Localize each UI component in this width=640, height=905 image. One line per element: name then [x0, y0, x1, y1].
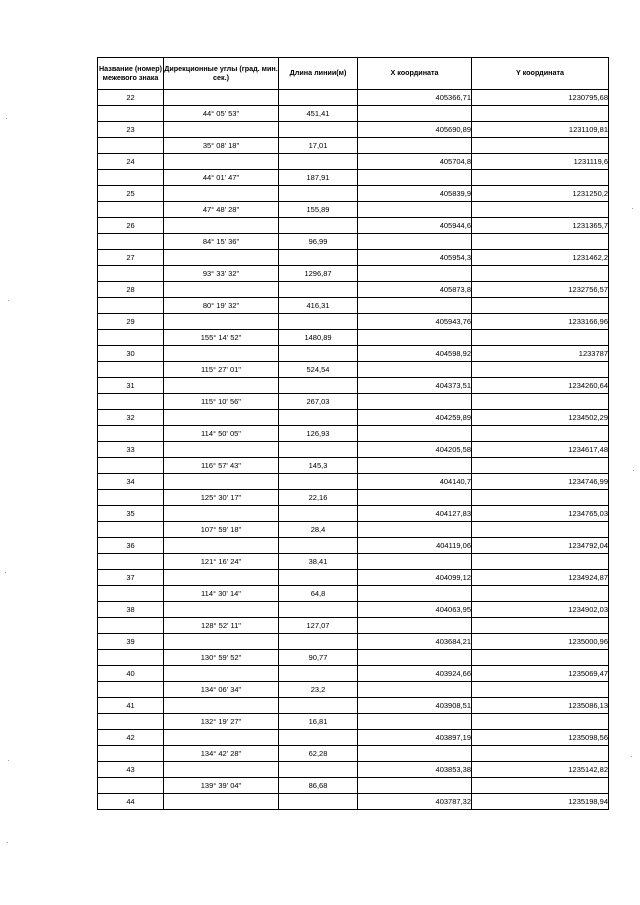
empty-cell [472, 138, 609, 154]
point-name: 33 [98, 442, 164, 458]
empty-cell [279, 730, 358, 746]
empty-cell [279, 666, 358, 682]
point-name: 32 [98, 410, 164, 426]
x-coordinate: 403924,66 [358, 666, 472, 682]
empty-cell [164, 474, 279, 490]
empty-cell [164, 250, 279, 266]
empty-cell [279, 506, 358, 522]
empty-cell [358, 682, 472, 698]
direction-angle: 139° 39' 04" [164, 778, 279, 794]
empty-cell [358, 298, 472, 314]
point-name: 28 [98, 282, 164, 298]
empty-cell [98, 362, 164, 378]
line-length: 524,54 [279, 362, 358, 378]
table-body [98, 90, 609, 810]
empty-cell [358, 746, 472, 762]
empty-cell [164, 794, 279, 810]
empty-cell [98, 682, 164, 698]
y-coordinate: 1231250,2 [472, 186, 609, 202]
empty-cell [279, 442, 358, 458]
empty-cell [164, 186, 279, 202]
x-coordinate: 404063,95 [358, 602, 472, 618]
y-coordinate: 1235142,82 [472, 762, 609, 778]
empty-cell [472, 298, 609, 314]
x-coordinate: 405839,9 [358, 186, 472, 202]
x-coordinate: 405944,6 [358, 218, 472, 234]
y-coordinate: 1235086,13 [472, 698, 609, 714]
x-coordinate: 404373,51 [358, 378, 472, 394]
line-length: 96,99 [279, 234, 358, 250]
point-row [98, 698, 609, 714]
line-length: 187,91 [279, 170, 358, 186]
empty-cell [164, 282, 279, 298]
empty-cell [98, 490, 164, 506]
direction-angle: 47° 48' 28" [164, 202, 279, 218]
direction-angle: 80° 19' 32" [164, 298, 279, 314]
y-coordinate: 1235198,94 [472, 794, 609, 810]
y-coordinate: 1234502,29 [472, 410, 609, 426]
line-length: 1296,87 [279, 266, 358, 282]
point-name: 43 [98, 762, 164, 778]
y-coordinate: 1231119,6 [472, 154, 609, 170]
point-row [98, 666, 609, 682]
empty-cell [279, 698, 358, 714]
point-name: 38 [98, 602, 164, 618]
empty-cell [279, 570, 358, 586]
line-length: 17,01 [279, 138, 358, 154]
empty-cell [98, 650, 164, 666]
x-coordinate: 403853,38 [358, 762, 472, 778]
empty-cell [164, 762, 279, 778]
y-coordinate: 1231462,2 [472, 250, 609, 266]
empty-cell [358, 266, 472, 282]
segment-row [98, 330, 609, 346]
point-row [98, 762, 609, 778]
empty-cell [358, 202, 472, 218]
segment-row [98, 458, 609, 474]
empty-cell [164, 314, 279, 330]
empty-cell [164, 538, 279, 554]
point-row [98, 474, 609, 490]
segment-row [98, 682, 609, 698]
y-coordinate: 1234902,03 [472, 602, 609, 618]
point-name: 22 [98, 90, 164, 106]
empty-cell [98, 746, 164, 762]
empty-cell [472, 394, 609, 410]
y-coordinate: 1234765,03 [472, 506, 609, 522]
x-coordinate: 405704,8 [358, 154, 472, 170]
segment-row [98, 138, 609, 154]
point-row [98, 506, 609, 522]
line-length: 1480,89 [279, 330, 358, 346]
empty-cell [164, 442, 279, 458]
point-name: 25 [98, 186, 164, 202]
direction-angle: 35° 08' 18" [164, 138, 279, 154]
direction-angle: 93° 33' 32" [164, 266, 279, 282]
segment-row [98, 394, 609, 410]
segment-row [98, 778, 609, 794]
point-name: 23 [98, 122, 164, 138]
direction-angle: 44° 05' 53" [164, 106, 279, 122]
empty-cell [98, 234, 164, 250]
point-name: 37 [98, 570, 164, 586]
point-name: 29 [98, 314, 164, 330]
line-length: 145,3 [279, 458, 358, 474]
x-coordinate: 404099,12 [358, 570, 472, 586]
empty-cell [98, 458, 164, 474]
x-coordinate: 403684,21 [358, 634, 472, 650]
empty-cell [472, 714, 609, 730]
direction-angle: 44° 01' 47" [164, 170, 279, 186]
line-length: 127,07 [279, 618, 358, 634]
empty-cell [98, 778, 164, 794]
line-length: 90,77 [279, 650, 358, 666]
empty-cell [279, 602, 358, 618]
point-row [98, 186, 609, 202]
empty-cell [164, 602, 279, 618]
point-name: 36 [98, 538, 164, 554]
y-coordinate: 1234260,64 [472, 378, 609, 394]
y-coordinate: 1231109,81 [472, 122, 609, 138]
point-name: 44 [98, 794, 164, 810]
point-name: 39 [98, 634, 164, 650]
empty-cell [358, 714, 472, 730]
empty-cell [98, 202, 164, 218]
x-coordinate: 404205,58 [358, 442, 472, 458]
table-header-row [98, 58, 609, 90]
y-coordinate: 1233787 [472, 346, 609, 362]
boundary-coordinates-table [97, 57, 609, 810]
empty-cell [164, 346, 279, 362]
x-coordinate: 405690,89 [358, 122, 472, 138]
empty-cell [164, 698, 279, 714]
empty-cell [472, 234, 609, 250]
point-name: 31 [98, 378, 164, 394]
empty-cell [279, 186, 358, 202]
empty-cell [472, 202, 609, 218]
empty-cell [279, 154, 358, 170]
empty-cell [279, 218, 358, 234]
empty-cell [279, 410, 358, 426]
empty-cell [472, 554, 609, 570]
point-row [98, 602, 609, 618]
segment-row [98, 714, 609, 730]
point-row [98, 538, 609, 554]
segment-row [98, 490, 609, 506]
point-name: 40 [98, 666, 164, 682]
empty-cell [98, 330, 164, 346]
x-coordinate: 405943,76 [358, 314, 472, 330]
empty-cell [164, 154, 279, 170]
header-x: X координата [358, 58, 472, 90]
empty-cell [98, 618, 164, 634]
y-coordinate: 1234617,48 [472, 442, 609, 458]
y-coordinate: 1234792,04 [472, 538, 609, 554]
empty-cell [472, 586, 609, 602]
y-coordinate: 1235098,56 [472, 730, 609, 746]
segment-row [98, 618, 609, 634]
point-name: 34 [98, 474, 164, 490]
empty-cell [279, 538, 358, 554]
header-y: Y координата [472, 58, 609, 90]
empty-cell [279, 282, 358, 298]
line-length: 62,28 [279, 746, 358, 762]
x-coordinate: 404598,92 [358, 346, 472, 362]
header-name: Название (номер) межевого знака [98, 58, 164, 90]
y-coordinate: 1234746,99 [472, 474, 609, 490]
x-coordinate: 403908,51 [358, 698, 472, 714]
point-row [98, 794, 609, 810]
direction-angle: 155° 14' 52" [164, 330, 279, 346]
point-row [98, 410, 609, 426]
empty-cell [279, 90, 358, 106]
x-coordinate: 403897,19 [358, 730, 472, 746]
x-coordinate: 404119,06 [358, 538, 472, 554]
empty-cell [164, 730, 279, 746]
empty-cell [472, 106, 609, 122]
line-length: 126,93 [279, 426, 358, 442]
point-row [98, 570, 609, 586]
point-row [98, 346, 609, 362]
empty-cell [98, 394, 164, 410]
x-coordinate: 404259,89 [358, 410, 472, 426]
direction-angle: 114° 50' 05" [164, 426, 279, 442]
line-length: 267,03 [279, 394, 358, 410]
point-name: 30 [98, 346, 164, 362]
segment-row [98, 522, 609, 538]
point-row [98, 122, 609, 138]
empty-cell [164, 410, 279, 426]
point-name: 26 [98, 218, 164, 234]
direction-angle: 121° 16' 24" [164, 554, 279, 570]
empty-cell [98, 106, 164, 122]
empty-cell [98, 586, 164, 602]
direction-angle: 130° 59' 52" [164, 650, 279, 666]
empty-cell [98, 714, 164, 730]
segment-row [98, 746, 609, 762]
line-length: 451,41 [279, 106, 358, 122]
direction-angle: 134° 42' 28" [164, 746, 279, 762]
segment-row [98, 266, 609, 282]
segment-row [98, 586, 609, 602]
x-coordinate: 404140,7 [358, 474, 472, 490]
empty-cell [472, 330, 609, 346]
empty-cell [358, 490, 472, 506]
empty-cell [358, 234, 472, 250]
y-coordinate: 1234924,87 [472, 570, 609, 586]
empty-cell [358, 170, 472, 186]
point-name: 27 [98, 250, 164, 266]
header-angle: Дирекционные углы (град. мин. сек.) [164, 58, 279, 90]
empty-cell [279, 314, 358, 330]
direction-angle: 115° 27' 01" [164, 362, 279, 378]
empty-cell [279, 634, 358, 650]
empty-cell [279, 378, 358, 394]
header-length: Длина линии(м) [279, 58, 358, 90]
empty-cell [98, 170, 164, 186]
empty-cell [472, 778, 609, 794]
empty-cell [279, 762, 358, 778]
y-coordinate: 1233166,96 [472, 314, 609, 330]
empty-cell [358, 106, 472, 122]
line-length: 38,41 [279, 554, 358, 570]
y-coordinate: 1232756,57 [472, 282, 609, 298]
direction-angle: 114° 30' 14" [164, 586, 279, 602]
segment-row [98, 234, 609, 250]
direction-angle: 132° 19' 27" [164, 714, 279, 730]
x-coordinate: 404127,83 [358, 506, 472, 522]
point-row [98, 730, 609, 746]
empty-cell [472, 170, 609, 186]
empty-cell [98, 266, 164, 282]
point-row [98, 314, 609, 330]
point-row [98, 442, 609, 458]
empty-cell [279, 794, 358, 810]
x-coordinate: 403787,32 [358, 794, 472, 810]
empty-cell [164, 506, 279, 522]
empty-cell [358, 522, 472, 538]
segment-row [98, 202, 609, 218]
empty-cell [472, 362, 609, 378]
point-row [98, 378, 609, 394]
segment-row [98, 426, 609, 442]
empty-cell [472, 682, 609, 698]
empty-cell [164, 90, 279, 106]
empty-cell [98, 138, 164, 154]
empty-cell [472, 266, 609, 282]
empty-cell [164, 634, 279, 650]
empty-cell [279, 474, 358, 490]
direction-angle: 115° 10' 56" [164, 394, 279, 410]
line-length: 22,16 [279, 490, 358, 506]
x-coordinate: 405366,71 [358, 90, 472, 106]
x-coordinate: 405954,3 [358, 250, 472, 266]
empty-cell [358, 554, 472, 570]
empty-cell [164, 570, 279, 586]
empty-cell [472, 746, 609, 762]
point-row [98, 282, 609, 298]
segment-row [98, 298, 609, 314]
empty-cell [358, 778, 472, 794]
empty-cell [472, 618, 609, 634]
empty-cell [358, 362, 472, 378]
empty-cell [279, 346, 358, 362]
empty-cell [358, 650, 472, 666]
point-name: 24 [98, 154, 164, 170]
empty-cell [358, 330, 472, 346]
point-row [98, 154, 609, 170]
point-row [98, 250, 609, 266]
line-length: 23,2 [279, 682, 358, 698]
line-length: 28,4 [279, 522, 358, 538]
empty-cell [472, 522, 609, 538]
segment-row [98, 650, 609, 666]
line-length: 416,31 [279, 298, 358, 314]
segment-row [98, 554, 609, 570]
empty-cell [358, 458, 472, 474]
empty-cell [279, 250, 358, 266]
line-length: 86,68 [279, 778, 358, 794]
empty-cell [358, 426, 472, 442]
empty-cell [358, 138, 472, 154]
empty-cell [98, 298, 164, 314]
empty-cell [472, 458, 609, 474]
y-coordinate: 1230795,68 [472, 90, 609, 106]
empty-cell [472, 490, 609, 506]
empty-cell [164, 666, 279, 682]
x-coordinate: 405873,8 [358, 282, 472, 298]
empty-cell [98, 554, 164, 570]
line-length: 16,81 [279, 714, 358, 730]
empty-cell [358, 586, 472, 602]
point-name: 35 [98, 506, 164, 522]
empty-cell [358, 394, 472, 410]
y-coordinate: 1231365,7 [472, 218, 609, 234]
empty-cell [279, 122, 358, 138]
direction-angle: 107° 59' 18" [164, 522, 279, 538]
direction-angle: 84° 15' 36" [164, 234, 279, 250]
direction-angle: 125° 30' 17" [164, 490, 279, 506]
direction-angle: 134° 06' 34" [164, 682, 279, 698]
segment-row [98, 362, 609, 378]
segment-row [98, 106, 609, 122]
point-row [98, 90, 609, 106]
point-row [98, 634, 609, 650]
empty-cell [98, 426, 164, 442]
direction-angle: 116° 57' 43" [164, 458, 279, 474]
point-row [98, 218, 609, 234]
empty-cell [472, 650, 609, 666]
point-name: 41 [98, 698, 164, 714]
y-coordinate: 1235069,47 [472, 666, 609, 682]
empty-cell [358, 618, 472, 634]
empty-cell [164, 218, 279, 234]
line-length: 155,89 [279, 202, 358, 218]
direction-angle: 128° 52' 11" [164, 618, 279, 634]
line-length: 64,8 [279, 586, 358, 602]
empty-cell [472, 426, 609, 442]
empty-cell [164, 122, 279, 138]
empty-cell [98, 522, 164, 538]
empty-cell [164, 378, 279, 394]
segment-row [98, 170, 609, 186]
point-name: 42 [98, 730, 164, 746]
y-coordinate: 1235000,96 [472, 634, 609, 650]
